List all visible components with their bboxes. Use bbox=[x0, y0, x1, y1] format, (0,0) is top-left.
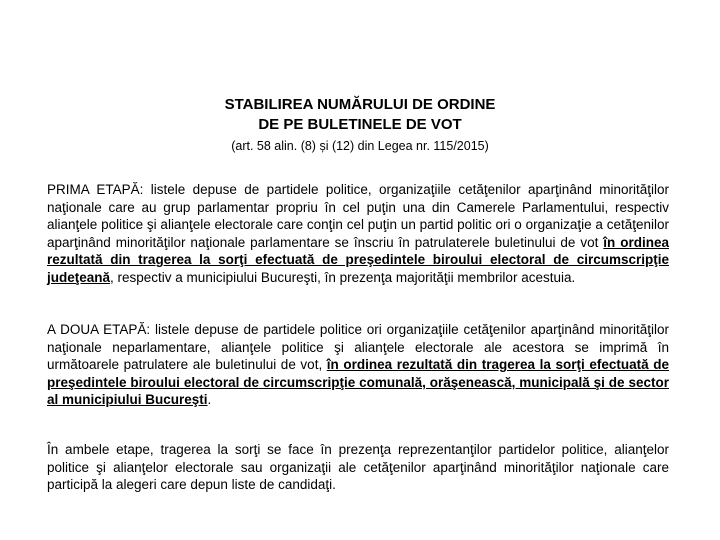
legal-reference: (art. 58 alin. (8) și (12) din Legea nr. 115/2015) bbox=[231, 139, 489, 153]
second-stage-emphasis: în ordinea rezultată din tragerea la sorţi efectuată de preşedintele biroului electoral de circumscripţie comunală, orăşenească, municipală şi de sector al municipiului Bucureşti bbox=[47, 357, 669, 408]
paragraph-both-stages: În ambele etape, tragerea la sorţi se face în prezenţa reprezentanţilor partidelor politice, alianţelor politice şi alianţelor electorale sau organizaţii ale cetăţenilor aparţinând minorităţilor naţionale care participă la alegeri care depun liste de candidaţi. bbox=[47, 442, 669, 493]
second-stage-text: listele depuse de partidele politice ori organizaţiile cetăţenilor aparţinând minorităţilor naţionale neparlamentare, alianţele politice şi alianţele electorale ale acestora se imprimă în următoarele patrulatere ale buletinului de vot, bbox=[47, 322, 669, 373]
second-stage-lead: A DOUA ETAPĂ: bbox=[47, 322, 151, 337]
title-line-1: STABILIREA NUMĂRULUI DE ORDINE bbox=[224, 96, 496, 113]
paragraph-second-stage bbox=[47, 321, 669, 409]
first-stage-tail: , respectiv a municipiului Bucureşti, în prezenţa majorităţii membrilor acestuia. bbox=[110, 269, 576, 285]
first-stage-text: listele depuse de partidele politice, organizaţiile cetăţenilor aparţinând minorităţilor naţionale care au grup parlamentar propriu în cel puţin una din Camerele Parlamentului, respectiv alianţele politice şi alianţele electorale care conţin cel puţin un partid politic ori o organizaţie a cetăţenilor aparţinând minorităţilor naţionale parlamentare se înscriu în patrulaterele buletinului de vot bbox=[47, 182, 669, 250]
first-stage-lead: PRIMA ETAPĂ: bbox=[47, 182, 144, 197]
first-stage-emphasis: în ordinea rezultată din tragerea la sorţi efectuată de preşedintele biroului electoral de circumscripţie judeţeană bbox=[47, 234, 669, 285]
second-stage-tail: . bbox=[207, 392, 212, 408]
paragraph-first-stage bbox=[47, 181, 669, 287]
title-line-2: DE PE BULETINELE DE VOT bbox=[258, 116, 462, 133]
document-title bbox=[0, 95, 720, 135]
